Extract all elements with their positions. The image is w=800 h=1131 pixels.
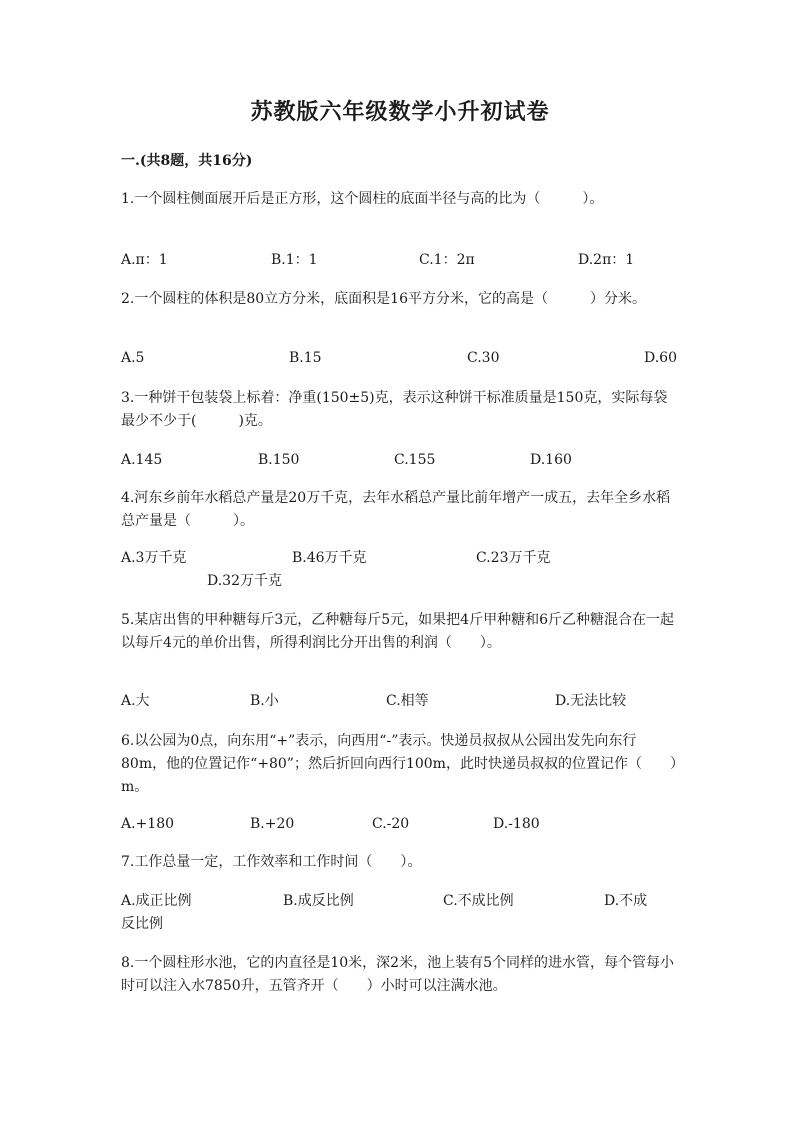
q5-option-b: B.小 — [250, 693, 279, 709]
question-2: 2.一个圆柱的体积是80立方分米，底面积是16平方分米，它的高是（ ）分米。 — [121, 291, 646, 307]
q5-option-d: D.无法比较 — [555, 693, 627, 709]
section-heading: 一.(共8题，共16分) — [121, 153, 253, 169]
q2-option-a: A.5 — [121, 350, 145, 366]
q6-option-d: D.-180 — [493, 816, 540, 832]
q6-option-a: A.+180 — [121, 816, 175, 832]
q4-option-a: A.3万千克 — [121, 550, 187, 566]
q7-option-d-line2: 反比例 — [121, 916, 163, 932]
q1-option-a: A.π：1 — [121, 252, 168, 268]
question-1: 1.一个圆柱侧面展开后是正方形，这个圆柱的底面半径与高的比为（ ）。 — [121, 191, 604, 207]
q4-option-d: D.32万千克 — [207, 573, 282, 589]
q5-option-c: C.相等 — [386, 693, 429, 709]
q6-option-b: B.+20 — [250, 816, 295, 832]
q1-option-b: B.1：1 — [271, 252, 318, 268]
q7-option-a: A.成正比例 — [121, 893, 192, 909]
q3-option-b: B.150 — [258, 452, 300, 468]
q6-option-c: C.-20 — [372, 816, 410, 832]
q7-option-b: B.成反比例 — [283, 893, 354, 909]
q7-option-d-line1: D.不成 — [604, 893, 648, 909]
q3-option-a: A.145 — [121, 452, 163, 468]
q1-option-c: C.1：2π — [419, 252, 475, 268]
q2-option-c: C.30 — [467, 350, 500, 366]
q7-option-d — [604, 890, 647, 913]
page-title: 苏教版六年级数学小升初试卷 — [250, 99, 550, 125]
q3-option-d: D.160 — [530, 452, 572, 468]
q4-option-c: C.23万千克 — [476, 550, 551, 566]
q1-option-d: D.2π：1 — [578, 252, 635, 268]
question-7: 7.工作总量一定，工作效率和工作时间（ ）。 — [121, 854, 422, 870]
q5-option-a: A.大 — [121, 693, 150, 709]
question-4: 4.河东乡前年水稻总产量是20万千克，去年水稻总产量比前年增产一成五，去年全乡水稻总产量是（ ）。 — [121, 490, 671, 529]
question-5: 5.某店出售的甲种糖每斤3元，乙种糖每斤5元，如果把4斤甲种糖和6斤乙种糖混合在一起以每斤4元的单价出售，所得利润比分开出售的利润（ ）。 — [121, 612, 674, 651]
q7-option-c: C.不成比例 — [443, 893, 514, 909]
q3-option-c: C.155 — [394, 452, 436, 468]
q2-option-b: B.15 — [289, 350, 322, 366]
question-3: 3.一种饼干包装袋上标着：净重(150±5)克，表示这种饼干标准质量是150克，实际每袋最少不少于( )克。 — [121, 390, 668, 429]
q2-option-d: D.60 — [644, 350, 677, 366]
q4-option-b: B.46万千克 — [292, 550, 367, 566]
question-6: 6.以公园为0点，向东用“+”表示，向西用“-”表示。快递员叔叔从公园出发先向东行80m，他的位置记作“+80”；然后折回向西行100m，此时快递员叔叔的位置记作（ ）m。 — [121, 733, 677, 795]
question-8: 8.一个圆柱形水池，它的内直径是10米，深2米，池上装有5个同样的进水管，每个管每小时可以注入水7850升，五管齐开（ ）小时可以注满水池。 — [121, 955, 674, 994]
